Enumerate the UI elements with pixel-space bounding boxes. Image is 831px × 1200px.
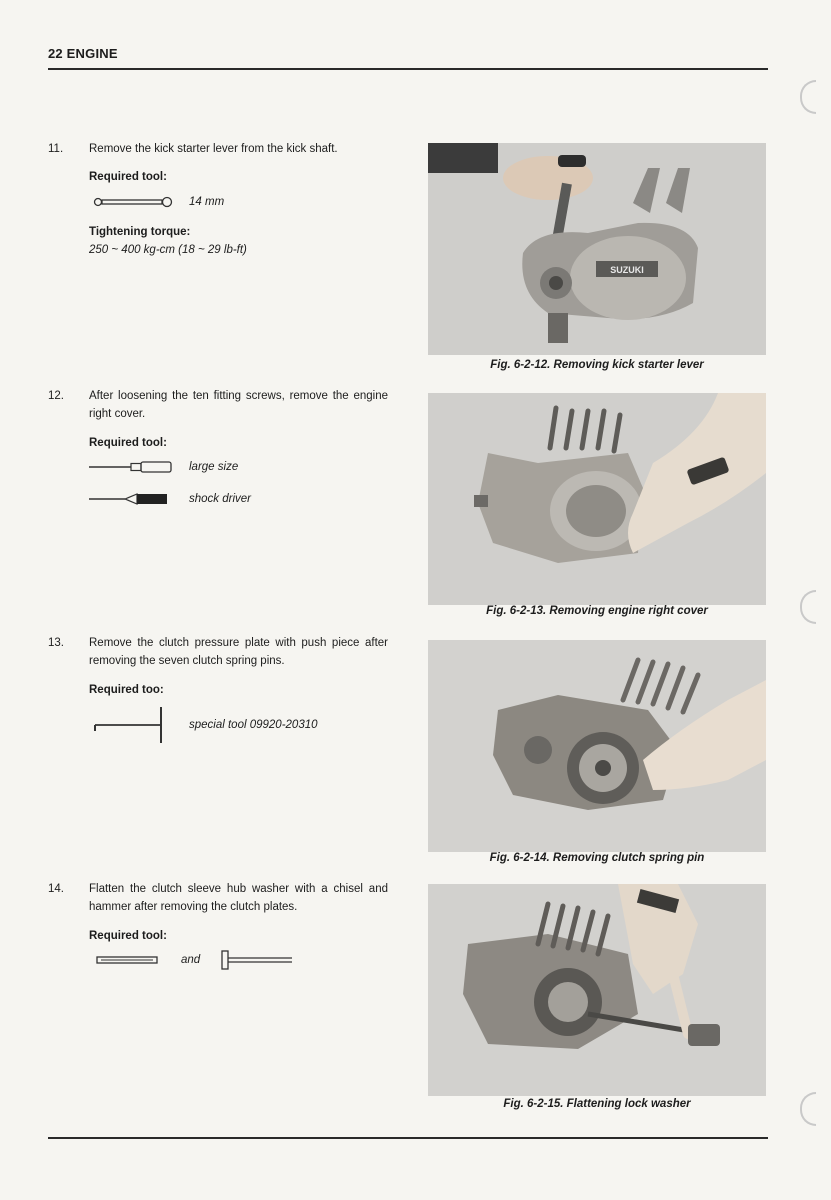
figure-caption: Fig. 6-2-12. Removing kick starter lever xyxy=(490,359,704,371)
hammer-icon xyxy=(220,949,300,971)
tool-joiner: and xyxy=(181,953,201,966)
tool-row xyxy=(89,191,388,213)
step-instruction: Remove the kick starter lever from the kick shaft. xyxy=(89,143,338,155)
step-number: 12. xyxy=(48,390,64,402)
figure-caption: Fig. 6-2-14. Removing clutch spring pin xyxy=(489,852,705,864)
t-handle-tool-icon xyxy=(89,703,179,747)
step-instruction: Remove the clutch pressure plate with push piece after removing the seven clutch spring pins. xyxy=(89,637,388,668)
step-11 xyxy=(48,140,388,260)
binding-hole-mark xyxy=(800,1092,816,1126)
chisel-icon xyxy=(89,953,169,967)
required-tool-label: Required tool: xyxy=(89,436,167,449)
step-12 xyxy=(48,387,388,510)
tool-row xyxy=(89,703,388,747)
step-14 xyxy=(48,880,388,971)
tool-caption: large size xyxy=(189,460,239,473)
step-number: 11. xyxy=(48,143,64,155)
tool-row xyxy=(89,949,388,971)
step-number: 14. xyxy=(48,883,64,895)
photo-kick-starter-lever xyxy=(428,143,766,355)
photo-flattening-lock-washer xyxy=(428,884,766,1096)
page-header: 22 ENGINE xyxy=(48,46,118,61)
required-tool-label: Required too: xyxy=(89,683,164,696)
tool-caption: special tool 09920-20310 xyxy=(189,718,318,731)
figure-caption: Fig. 6-2-13. Removing engine right cover xyxy=(486,605,708,617)
svg-text:SUZUKI: SUZUKI xyxy=(610,265,644,275)
figure-caption: Fig. 6-2-15. Flattening lock washer xyxy=(503,1098,691,1110)
step-13 xyxy=(48,634,388,747)
footer-rule xyxy=(48,1137,768,1139)
step-instruction: Flatten the clutch sleeve hub washer with a chisel and hammer after removing the clutch plates. xyxy=(89,883,388,914)
torque-label: Tightening torque: xyxy=(89,225,191,238)
box-wrench-icon xyxy=(89,195,179,209)
required-tool-label: Required tool: xyxy=(89,171,167,184)
shock-driver-icon xyxy=(89,492,179,506)
binding-hole-mark xyxy=(800,590,816,624)
photo-engine-right-cover xyxy=(428,393,766,605)
torque-value: 250 ~ 400 kg-cm (18 ~ 29 lb-ft) xyxy=(89,244,247,257)
step-instruction: After loosening the ten fitting screws, remove the engine right cover. xyxy=(89,390,388,421)
required-tool-label: Required tool: xyxy=(89,929,167,942)
binding-hole-mark xyxy=(800,80,816,114)
tool-row xyxy=(89,488,388,510)
tool-row xyxy=(89,456,388,478)
screwdriver-icon xyxy=(89,460,179,474)
step-number: 13. xyxy=(48,637,64,649)
header-rule xyxy=(48,68,768,70)
photo-clutch-spring-pin xyxy=(428,640,766,852)
tool-caption: shock driver xyxy=(189,492,251,505)
tool-caption: 14 mm xyxy=(189,195,225,208)
